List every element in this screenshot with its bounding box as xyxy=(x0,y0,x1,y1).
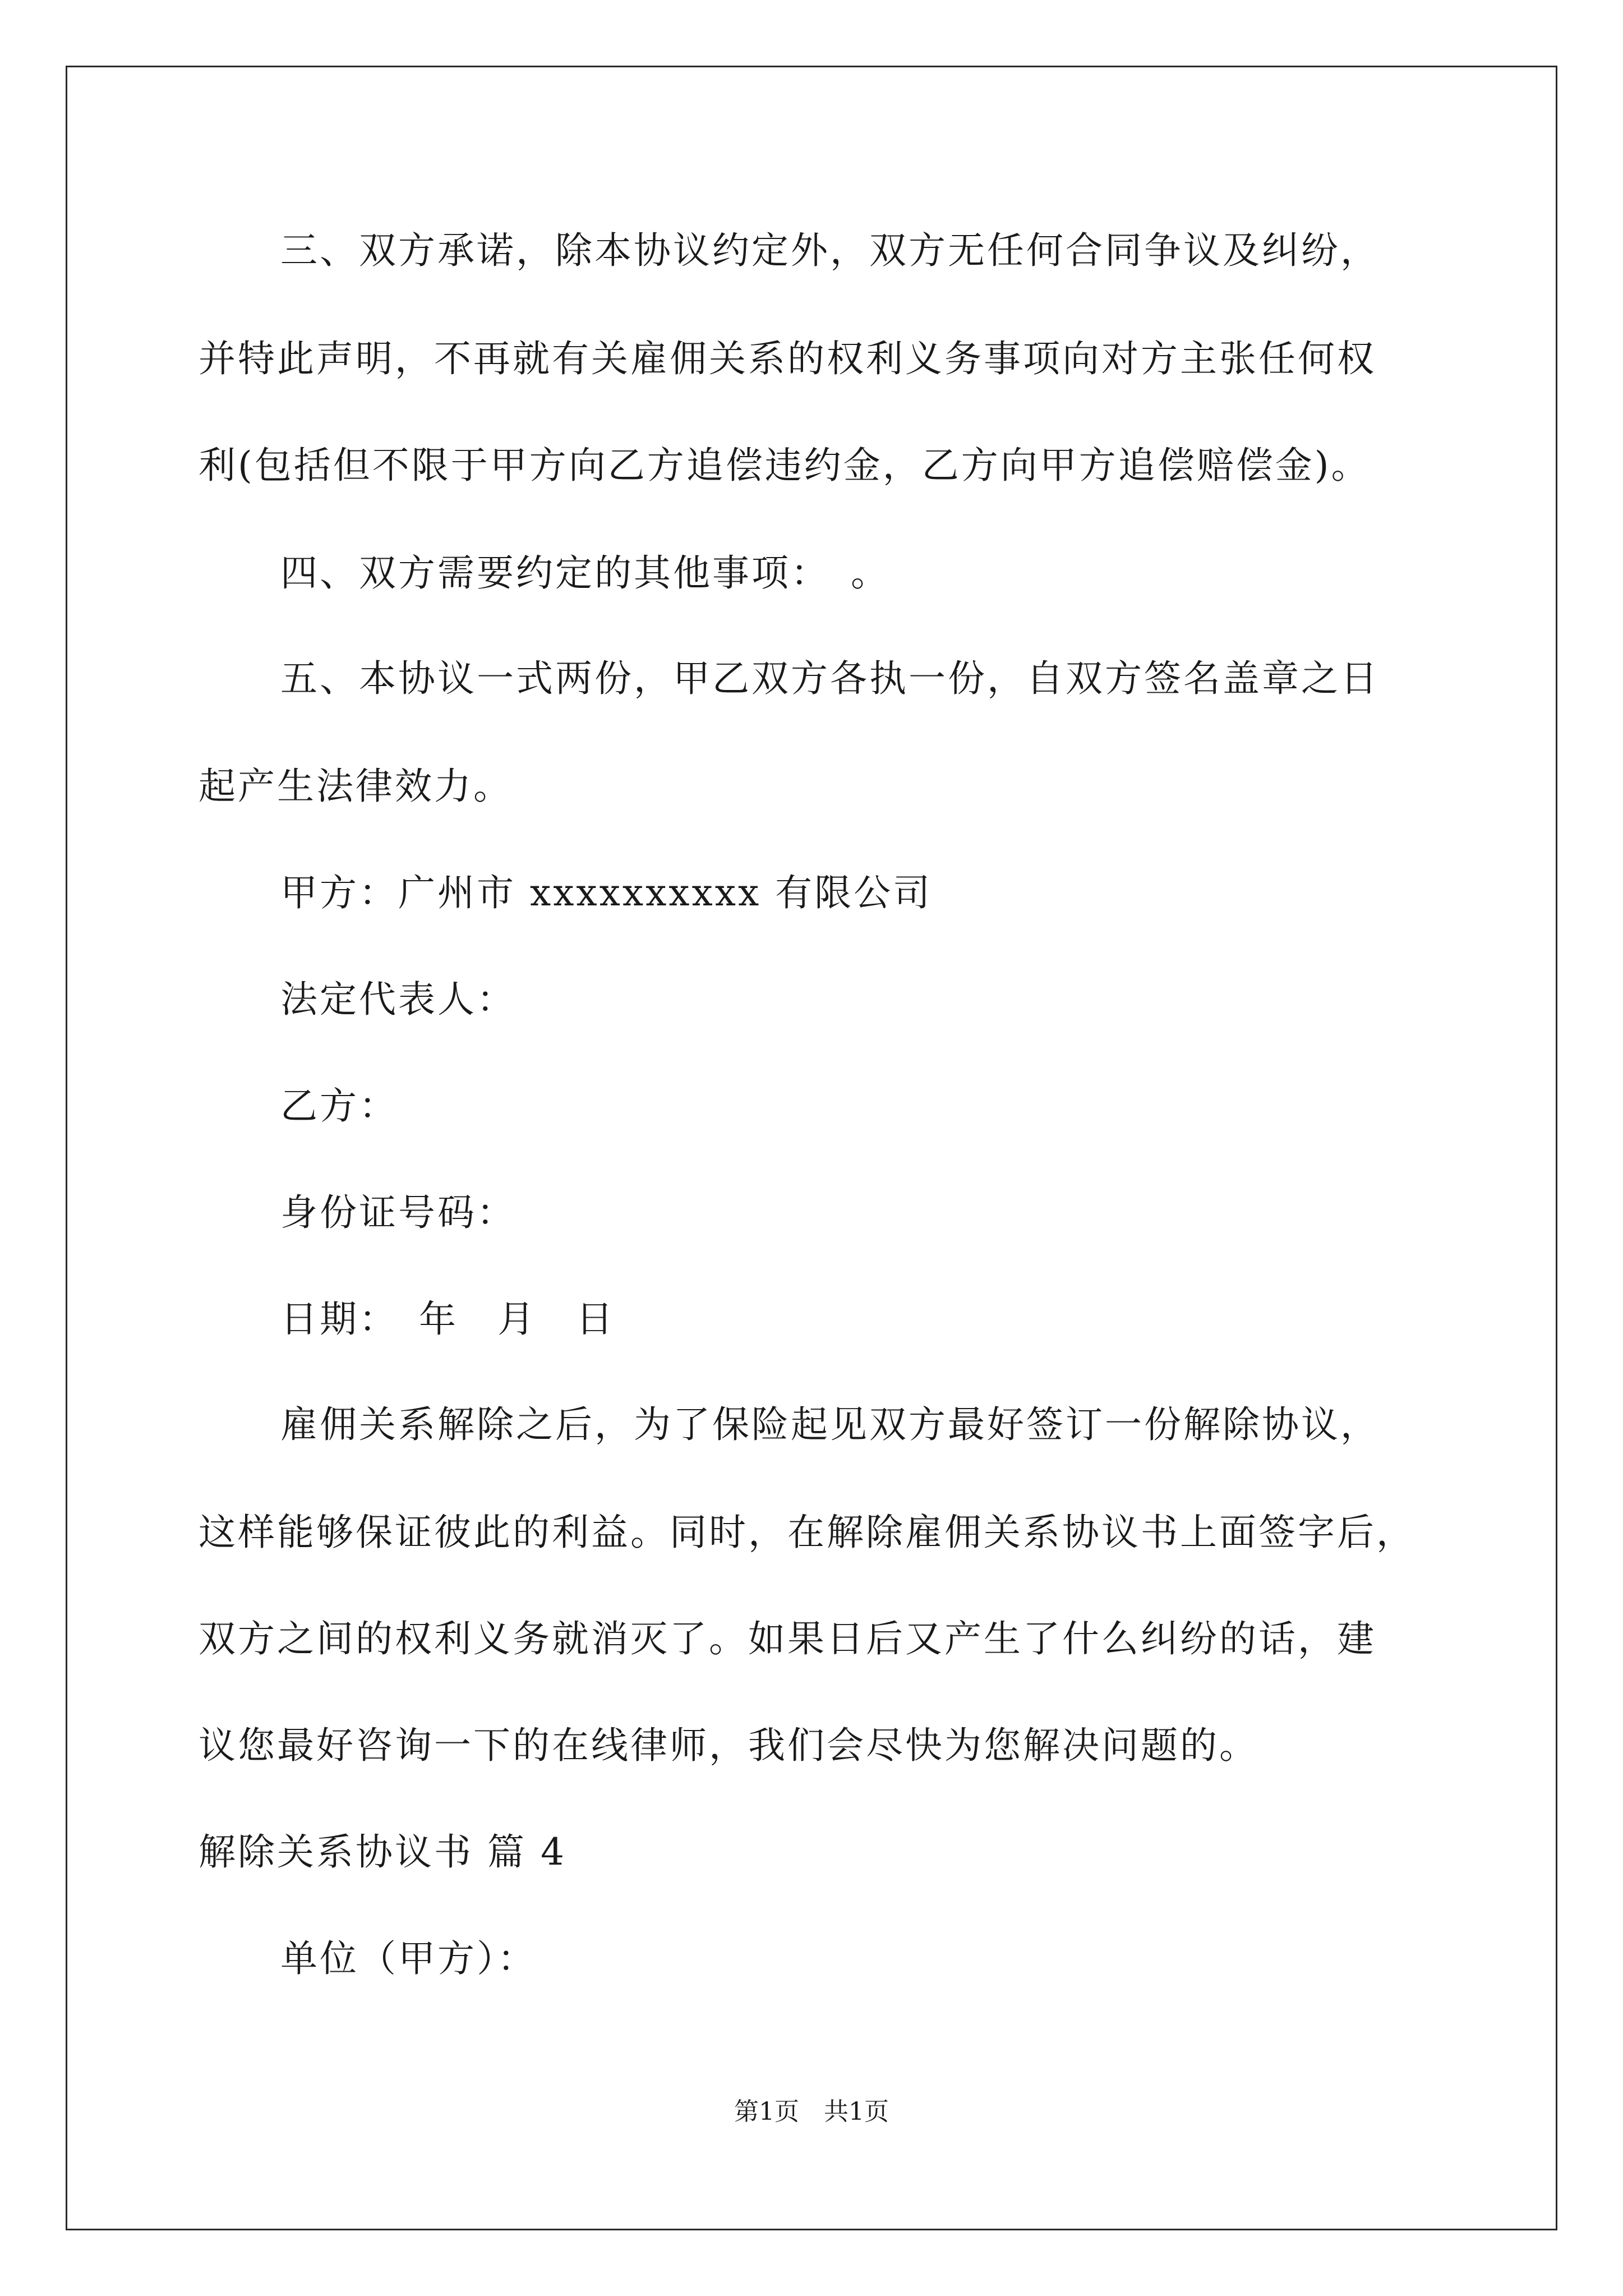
party-b: 乙方： xyxy=(280,1084,398,1128)
clause-five-line-1: 五、本协议一式两份，甲乙双方各执一份，自双方签名盖章之日 xyxy=(280,657,1380,700)
note-line-1: 雇佣关系解除之后，为了保险起见双方最好签订一份解除协议， xyxy=(280,1403,1380,1446)
note-line-2: 这样能够保证彼此的利益。同时，在解除雇佣关系协议书上面签字后， xyxy=(199,1511,1415,1554)
page-border xyxy=(66,66,1557,2230)
note-line-4: 议您最好咨询一下的在线律师，我们会尽快为您解决问题的。 xyxy=(199,1724,1258,1767)
clause-five-line-2: 起产生法律效力。 xyxy=(199,765,513,808)
unit-party-a: 单位（甲方）： xyxy=(280,1937,537,1980)
clause-three-line-2: 并特此声明，不再就有关雇佣关系的权利义务事项向对方主张任何权 xyxy=(199,337,1376,380)
legal-representative: 法定代表人： xyxy=(280,978,516,1021)
id-number: 身份证号码： xyxy=(280,1191,516,1234)
note-line-3: 双方之间的权利义务就消灭了。如果日后又产生了什么纠纷的话，建 xyxy=(199,1617,1376,1660)
page-number-footer: 第1页 共1页 xyxy=(734,2097,889,2126)
section-heading: 解除关系协议书 篇 4 xyxy=(199,1830,566,1874)
clause-three-line-3: 利(包括但不限于甲方向乙方追偿违约金，乙方向甲方追偿赔偿金)。 xyxy=(199,444,1371,487)
date-line: 日期： 年 月 日 xyxy=(280,1297,615,1341)
clause-four: 四、双方需要约定的其他事项： 。 xyxy=(280,551,890,595)
clause-three-line-1: 三、双方承诺，除本协议约定外，双方无任何合同争议及纠纷， xyxy=(280,229,1380,272)
party-a: 甲方：广州市 xxxxxxxxxx 有限公司 xyxy=(280,871,933,914)
